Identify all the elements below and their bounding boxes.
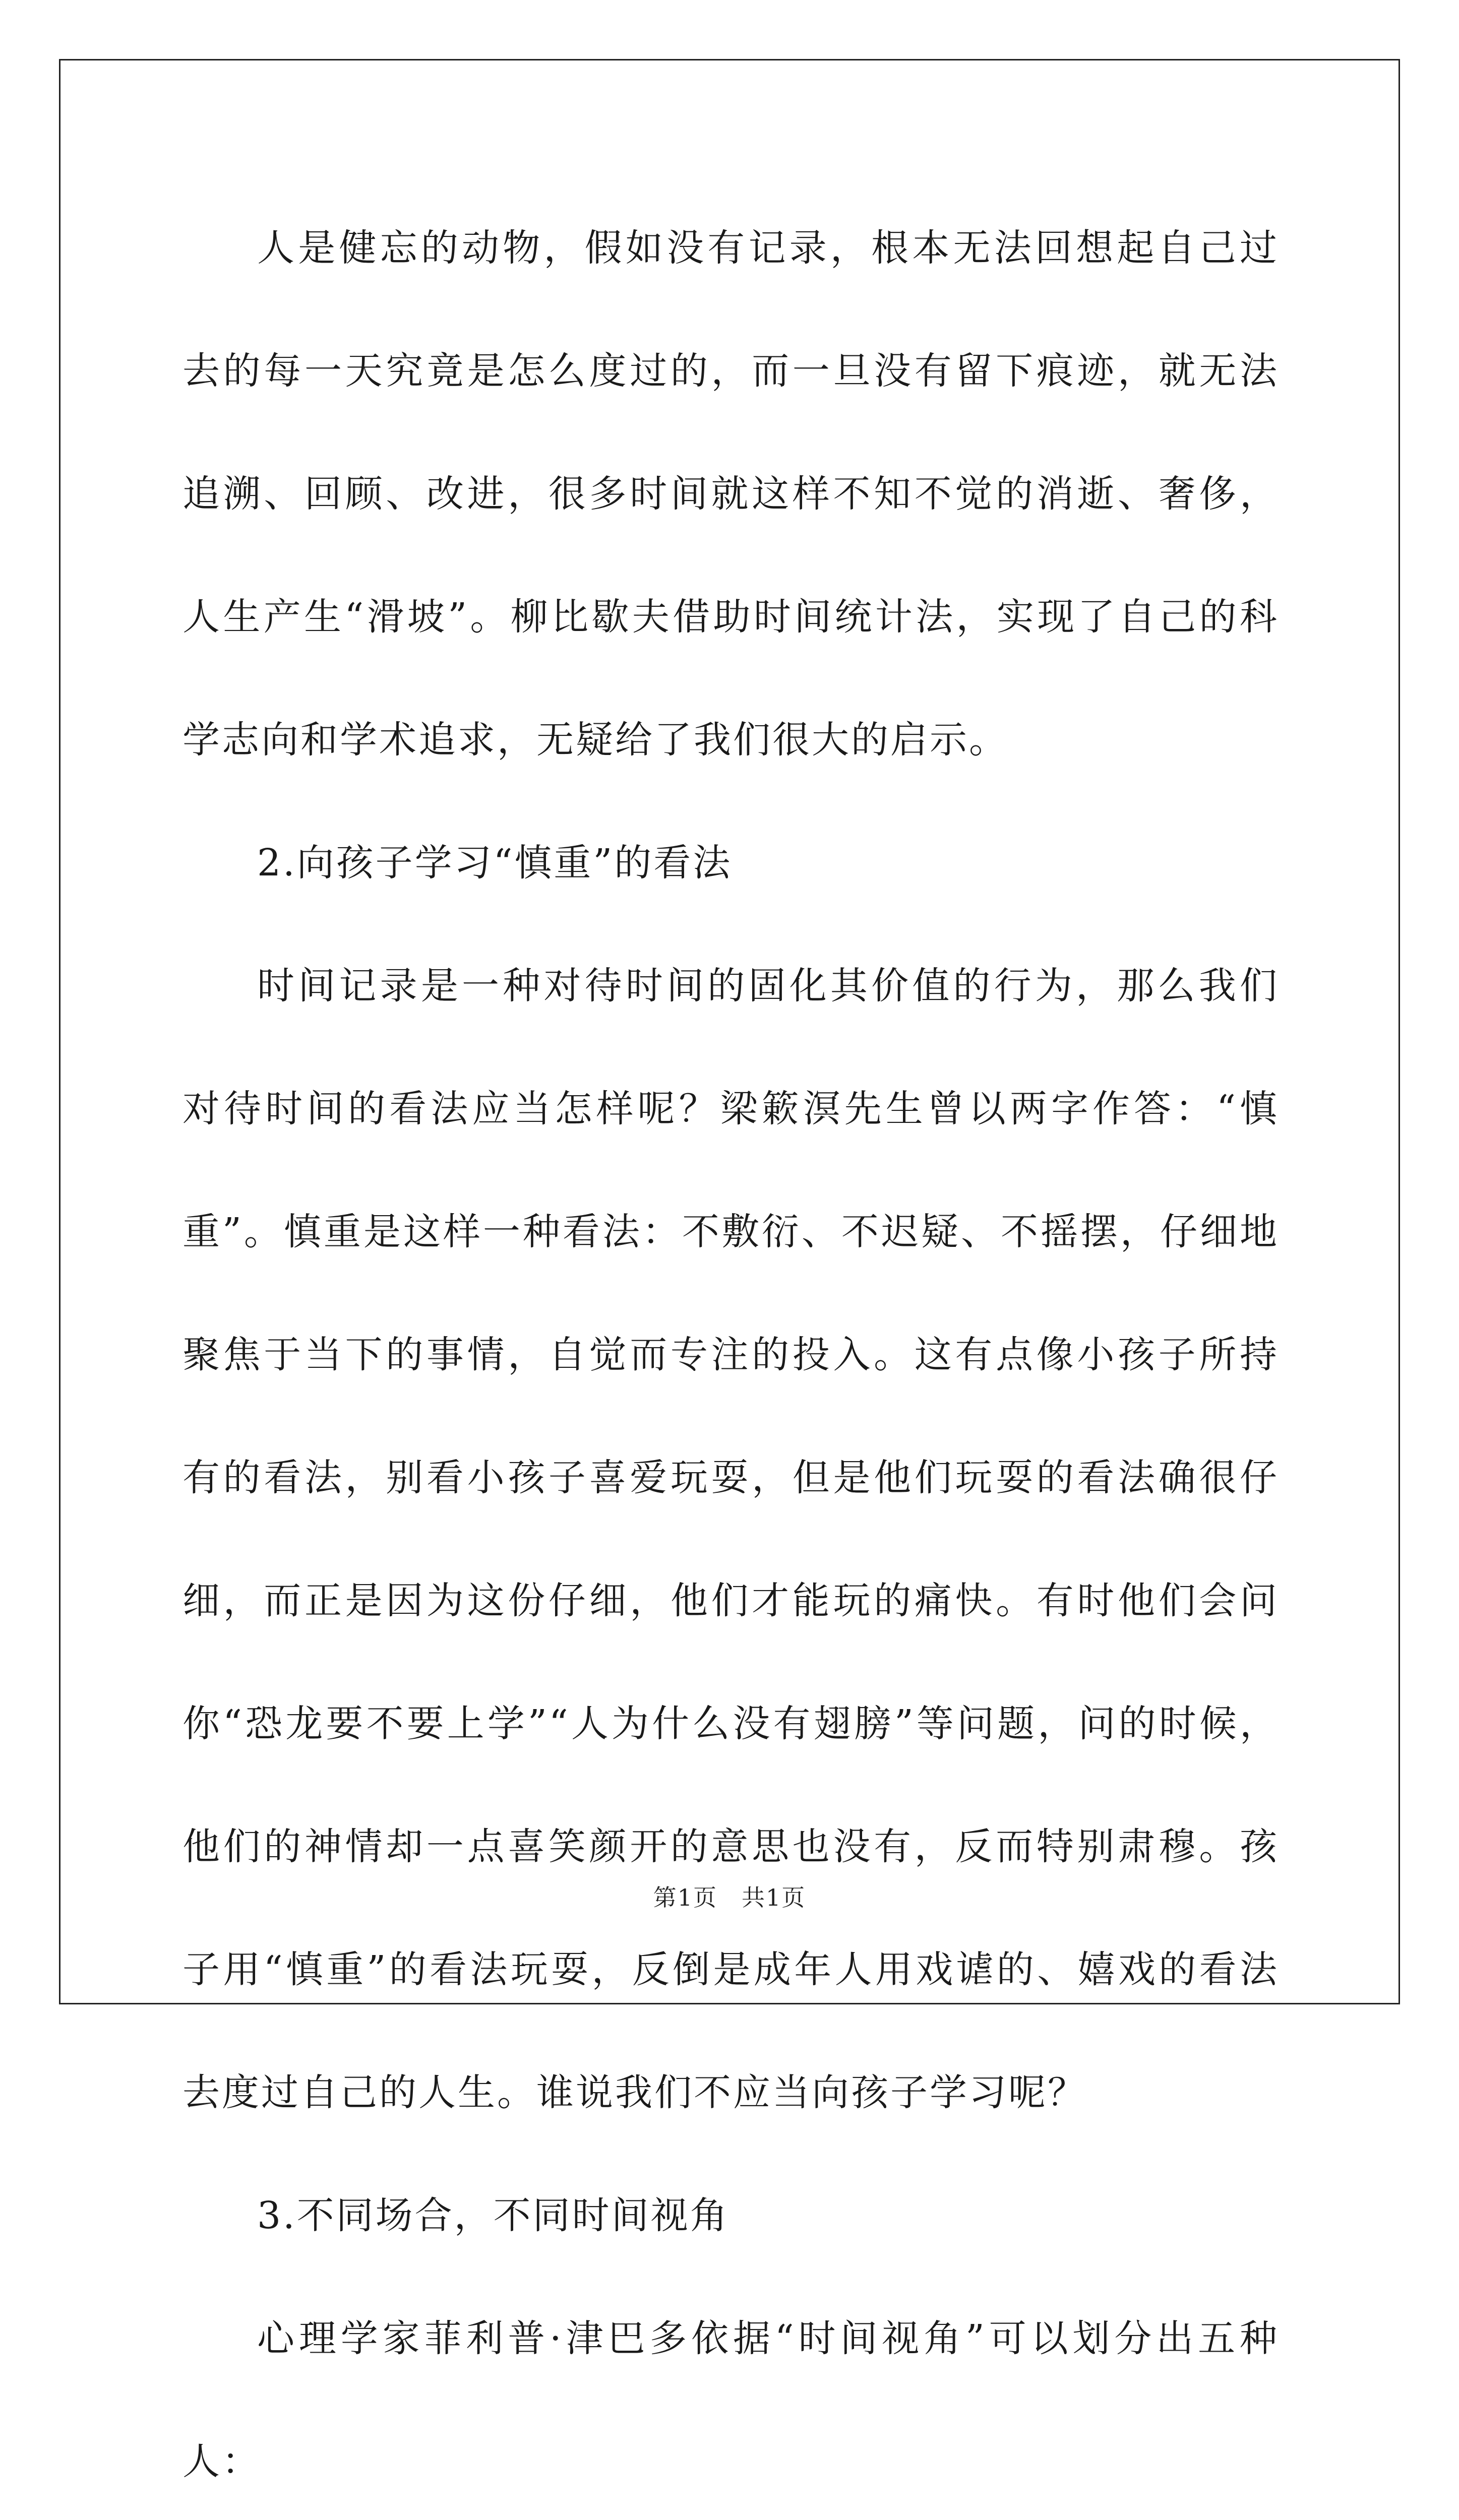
paragraph-memory-record: 人是健忘的动物，假如没有记录，根本无法回想起自己过去的每一天究竟是怎么度过的，而一旦没有留下痕迹，就无法追溯、回顾、改进，很多时间就这样不知不觉的消逝、奢侈，人生产生“滑坡”。柳比歇夫借助时间统计法，实现了自己的科学志向和学术追求，无疑给了我们很大的启示。 [183, 226, 1279, 762]
section-heading-time-perspective: 3.不同场合，不同时间视角 [257, 2194, 730, 2237]
paragraph-serious-attitude: 时间记录是一种对待时间的固化其价值的行为，那么我们对待时间的看法应当怎样呢？梁簌溟先生曾以两字作答：“慎重”。慎重是这样一种看法：不敷衍、不迟疑、不摇摆，仔细地聚焦于当下的事情，自觉而专注的投入。这有点像小孩子所持有的看法，别看小孩子喜爱玩耍，但是他们玩耍的看法确很仔细，而正是因为这份仔细，他们才能玩的痛快。有时他们会问你“恐龙要不要上学”“人为什么没有翅膀”等问题，问的时候，他们的神情却一点喜笑颜开的意思也没有，反而特别肃穆。孩子用“慎重”的看法玩耍，反倒是成年人用戏谑的、嬉戏的看法去度过自己的人生。谁说我们不应当向孩子学习呢？ [183, 964, 1279, 2114]
page-number-footer: 第1页 共1页 [653, 1884, 806, 1911]
paragraph-time-perspective: 心理学家菲利普·津巴多依据“时间视角”可以划分出五种人： [183, 2317, 1279, 2483]
document-body [183, 186, 1279, 2520]
section-heading-serious-attitude: 2.向孩子学习“慎重”的看法 [257, 841, 733, 885]
